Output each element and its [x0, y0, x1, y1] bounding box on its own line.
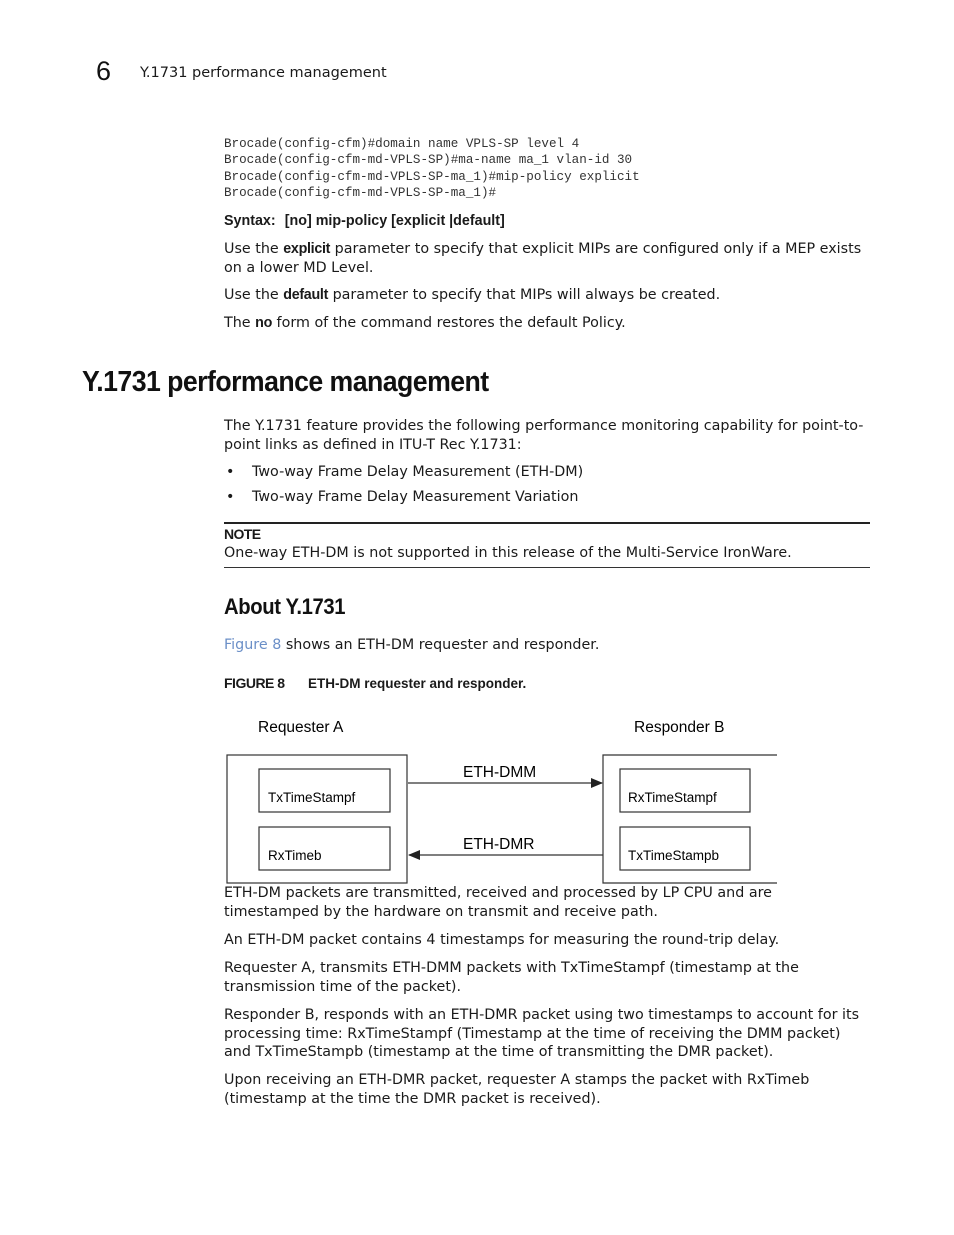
bullet-text: Two-way Frame Delay Measurement Variation — [252, 489, 579, 505]
figure-caption: ETH-DM requester and responder. — [308, 676, 527, 691]
para-text: parameter to specify that MIPs will always be created. — [328, 287, 721, 303]
code-line: Brocade(config-cfm-md-VPLS-SP-ma_1)#mip-policy explicit — [224, 169, 640, 184]
responder-rx-label: RxTimeStampf — [628, 790, 717, 805]
para-text: Use the — [224, 241, 284, 257]
code-line: Brocade(config-cfm-md-VPLS-SP)#ma-name ma_1 vlan-id 30 — [224, 153, 633, 168]
eth-dmr-label: ETH-DMR — [463, 836, 535, 853]
figure-label: FIGURE 8 — [224, 675, 285, 691]
para-text: shows an ETH-DM requester and responder. — [281, 637, 600, 653]
eth-dmm-label: ETH-DMM — [463, 764, 537, 781]
para-text: The — [224, 315, 256, 331]
keyword-default: default — [283, 287, 329, 303]
requester-frame — [227, 755, 407, 883]
body-paragraph: Requester A, transmits ETH-DMM packets with TxTimeStampf (timestamp at the transmission time of the packet). — [224, 960, 799, 995]
section-heading: Y.1731 performance management — [82, 366, 489, 398]
syntax-label: Syntax: — [224, 213, 276, 229]
responder-tx-label: TxTimeStampb — [628, 848, 720, 863]
requester-title: Requester A — [258, 719, 344, 736]
subsection-heading: About Y.1731 — [224, 594, 346, 619]
note-label: NOTE — [224, 526, 261, 542]
body-paragraph: An ETH-DM packet contains 4 timestamps for measuring the round-trip delay. — [224, 932, 780, 948]
chapter-number: 6 — [96, 56, 112, 86]
bullet-dot-icon: • — [226, 464, 235, 480]
body-paragraph: ETH-DM packets are transmitted, received and processed by LP CPU and are timestamped by the hardware on transmit and receive path. — [224, 885, 772, 920]
para-text: Use the — [224, 287, 284, 303]
responder-title: Responder B — [634, 719, 725, 736]
keyword-no: no — [255, 315, 273, 331]
body-paragraph: Upon receiving an ETH-DMR packet, requester A stamps the packet with RxTimeb (timestamp at the time the DMR packet is received). — [224, 1072, 810, 1107]
chapter-title: Y.1731 performance management — [140, 65, 387, 81]
requester-tx-label: TxTimeStampf — [268, 790, 356, 805]
body-paragraph: Responder B, responds with an ETH-DMR packet using two timestamps to account for its processing time: RxTimeStampf (Timestamp at the time of receiving the DMM packet) and TxTimeStampb (timestamp at the time of transmitting the DMR packet). — [224, 1007, 860, 1060]
syntax-text: [no] mip-policy [explicit |default] — [284, 213, 505, 229]
keyword-explicit: explicit — [283, 241, 331, 257]
figure-link[interactable]: Figure 8 — [224, 637, 282, 653]
code-line: Brocade(config-cfm)#domain name VPLS-SP level 4 — [224, 137, 580, 151]
responder-frame — [603, 755, 777, 883]
code-line: Brocade(config-cfm-md-VPLS-SP-ma_1)# — [224, 185, 497, 200]
bullet-text: Two-way Frame Delay Measurement (ETH-DM) — [252, 464, 584, 480]
requester-rx-label: RxTimeb — [268, 848, 322, 863]
note-text: One-way ETH-DM is not supported in this release of the Multi-Service IronWare. — [224, 545, 792, 561]
bullet-dot-icon: • — [226, 489, 235, 505]
section-intro: The Y.1731 feature provides the following performance monitoring capability for point-to-point links as defined in ITU-T Rec Y.1731: — [224, 418, 864, 453]
para-text: form of the command restores the default Policy. — [272, 315, 626, 331]
para-text: parameter to specify that explicit MIPs are configured only if a MEP exists on a lower MD Level. — [224, 241, 862, 276]
